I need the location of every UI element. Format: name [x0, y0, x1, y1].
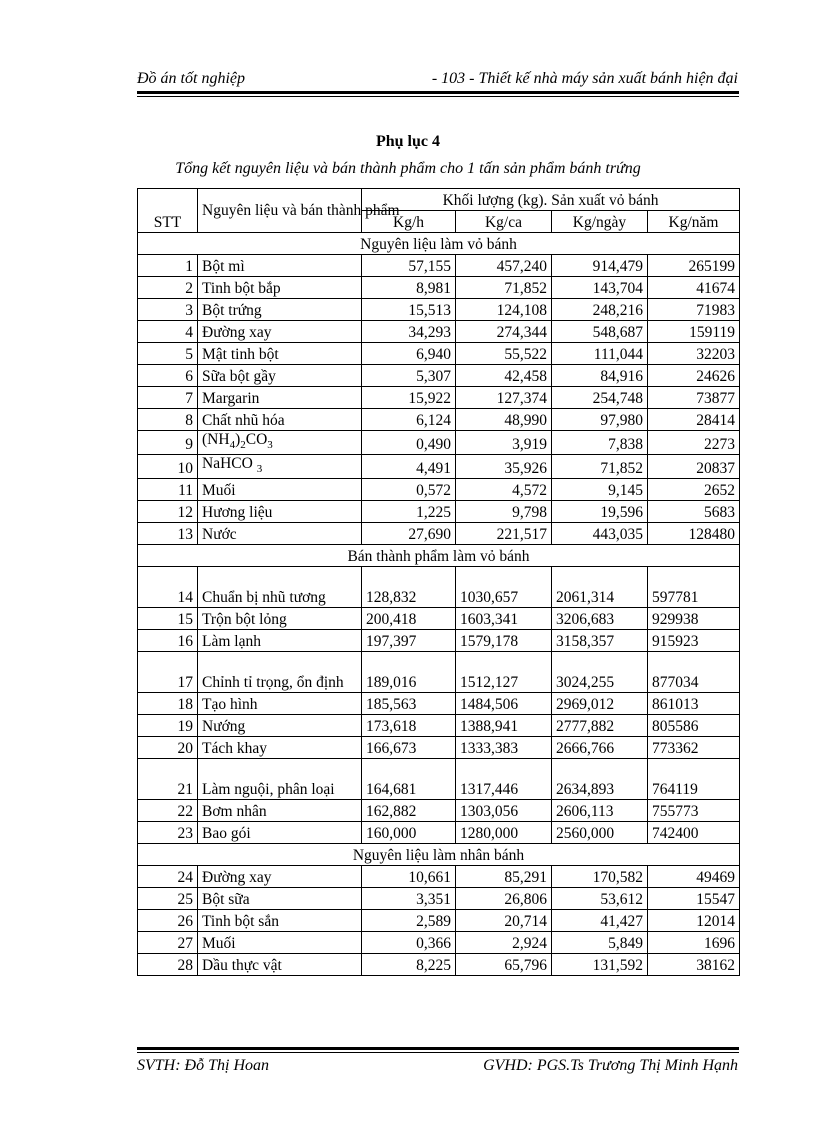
cell-kg-ca: 1280,000: [456, 822, 552, 844]
cell-stt: 24: [138, 866, 198, 888]
table-row: [138, 932, 740, 954]
cell-kg-h: 6,940: [362, 343, 456, 365]
header-row-1: [138, 189, 740, 211]
table-row: [138, 255, 740, 277]
cell-kg-nam: 15547: [648, 888, 740, 910]
cell-kg-ngay: 131,592: [552, 954, 648, 976]
cell-kg-h: 173,618: [362, 715, 456, 737]
cell-kg-nam: 915923: [648, 630, 740, 652]
cell-kg-nam: 755773: [648, 800, 740, 822]
cell-kg-ca: 1388,941: [456, 715, 552, 737]
cell-stt: 2: [138, 277, 198, 299]
cell-name: Tinh bột sắn: [198, 910, 362, 932]
cell-kg-ngay: 170,582: [552, 866, 648, 888]
table-row: [138, 277, 740, 299]
cell-stt: 13: [138, 523, 198, 545]
cell-kg-ngay: 2666,766: [552, 737, 648, 759]
cell-name: Trộn bột lỏng: [198, 608, 362, 630]
cell-kg-ngay: 914,479: [552, 255, 648, 277]
materials-table: [137, 188, 740, 976]
cell-kg-ngay: 254,748: [552, 387, 648, 409]
cell-kg-ca: 20,714: [456, 910, 552, 932]
header-kg-nam: Kg/năm: [648, 211, 740, 233]
cell-kg-nam: 20837: [648, 455, 740, 479]
cell-kg-h: 57,155: [362, 255, 456, 277]
cell-kg-h: 15,513: [362, 299, 456, 321]
cell-kg-h: 128,832: [362, 567, 456, 608]
header-kg-h: Kg/h: [362, 211, 456, 233]
cell-name: Tách khay: [198, 737, 362, 759]
table-row: [138, 523, 740, 545]
cell-kg-nam: 49469: [648, 866, 740, 888]
cell-name: Bột sữa: [198, 888, 362, 910]
table-row: [138, 387, 740, 409]
table-row: [138, 455, 740, 479]
cell-kg-ngay: 41,427: [552, 910, 648, 932]
cell-kg-ca: 127,374: [456, 387, 552, 409]
cell-kg-ca: 1579,178: [456, 630, 552, 652]
cell-kg-nam: 929938: [648, 608, 740, 630]
cell-stt: 22: [138, 800, 198, 822]
cell-name: $(NH_4)_2CO_3$: [198, 431, 362, 455]
cell-kg-nam: 73877: [648, 387, 740, 409]
section-semi-shell: [138, 545, 740, 567]
section-semi-shell-label: Bán thành phẩm làm vỏ bánh: [138, 545, 740, 567]
cell-stt: 12: [138, 501, 198, 523]
cell-name: Sữa bột gầy: [198, 365, 362, 387]
cell-name: Hương liệu: [198, 501, 362, 523]
cell-stt: 26: [138, 910, 198, 932]
cell-kg-ngay: 97,980: [552, 409, 648, 431]
table-row: [138, 866, 740, 888]
cell-kg-h: 8,225: [362, 954, 456, 976]
cell-kg-ca: 26,806: [456, 888, 552, 910]
cell-kg-nam: 5683: [648, 501, 740, 523]
cell-name: Mật tinh bột: [198, 343, 362, 365]
cell-kg-ca: 85,291: [456, 866, 552, 888]
table-row: [138, 737, 740, 759]
table-row: [138, 431, 740, 455]
cell-stt: 17: [138, 652, 198, 693]
section-raw-shell: [138, 233, 740, 255]
cell-stt: 19: [138, 715, 198, 737]
cell-kg-h: 6,124: [362, 409, 456, 431]
cell-kg-nam: 128480: [648, 523, 740, 545]
table-row: [138, 608, 740, 630]
cell-kg-h: 1,225: [362, 501, 456, 523]
cell-kg-nam: 265199: [648, 255, 740, 277]
section-raw-filling: [138, 844, 740, 866]
cell-kg-ca: 1484,506: [456, 693, 552, 715]
cell-kg-nam: 1696: [648, 932, 740, 954]
cell-kg-nam: 71983: [648, 299, 740, 321]
cell-kg-h: 160,000: [362, 822, 456, 844]
header-stt: STT: [138, 189, 198, 233]
cell-stt: 16: [138, 630, 198, 652]
cell-kg-h: 15,922: [362, 387, 456, 409]
section-raw-filling-label: Nguyên liệu làm nhân bánh: [138, 844, 740, 866]
cell-stt: 3: [138, 299, 198, 321]
cell-kg-ca: 4,572: [456, 479, 552, 501]
table-row: [138, 800, 740, 822]
cell-kg-ca: 35,926: [456, 455, 552, 479]
cell-name: Đường xay: [198, 321, 362, 343]
cell-kg-nam: 12014: [648, 910, 740, 932]
cell-kg-ca: 9,798: [456, 501, 552, 523]
cell-kg-ca: 65,796: [456, 954, 552, 976]
cell-kg-h: 0,572: [362, 479, 456, 501]
cell-kg-nam: 41674: [648, 277, 740, 299]
table-row: [138, 652, 740, 693]
cell-kg-h: 4,491: [362, 455, 456, 479]
cell-kg-ngay: 3206,683: [552, 608, 648, 630]
cell-kg-ngay: 2634,893: [552, 759, 648, 800]
cell-name: Đường xay: [198, 866, 362, 888]
cell-kg-h: 0,366: [362, 932, 456, 954]
cell-kg-ca: 1333,383: [456, 737, 552, 759]
cell-name: Dầu thực vật: [198, 954, 362, 976]
cell-kg-ngay: 7,838: [552, 431, 648, 455]
cell-name: Muối: [198, 479, 362, 501]
cell-kg-ngay: 2606,113: [552, 800, 648, 822]
cell-kg-h: 166,673: [362, 737, 456, 759]
cell-stt: 21: [138, 759, 198, 800]
table-row: [138, 715, 740, 737]
cell-kg-ca: 48,990: [456, 409, 552, 431]
cell-kg-ca: 71,852: [456, 277, 552, 299]
cell-kg-ngay: 248,216: [552, 299, 648, 321]
cell-kg-ngay: 2777,882: [552, 715, 648, 737]
cell-stt: 20: [138, 737, 198, 759]
cell-name: Chuẩn bị nhũ tương: [198, 567, 362, 608]
cell-kg-ca: 1317,446: [456, 759, 552, 800]
cell-kg-ngay: 143,704: [552, 277, 648, 299]
page-title: Phụ lục 4: [375, 133, 440, 150]
cell-kg-ca: 1030,657: [456, 567, 552, 608]
cell-stt: 14: [138, 567, 198, 608]
cell-stt: 8: [138, 409, 198, 431]
footer-rule-thick: [137, 1047, 739, 1050]
cell-kg-ca: 457,240: [456, 255, 552, 277]
cell-kg-ca: 221,517: [456, 523, 552, 545]
cell-kg-h: 27,690: [362, 523, 456, 545]
cell-kg-ca: 3,919: [456, 431, 552, 455]
cell-kg-h: 8,981: [362, 277, 456, 299]
cell-kg-ngay: 19,596: [552, 501, 648, 523]
cell-kg-ngay: 3024,255: [552, 652, 648, 693]
cell-kg-nam: 861013: [648, 693, 740, 715]
cell-kg-h: 189,016: [362, 652, 456, 693]
cell-kg-ngay: 443,035: [552, 523, 648, 545]
table-row: [138, 321, 740, 343]
cell-kg-ngay: 2061,314: [552, 567, 648, 608]
header-left: Đồ án tốt nghiệp: [137, 70, 245, 87]
cell-kg-ngay: 111,044: [552, 343, 648, 365]
cell-name: Nướng: [198, 715, 362, 737]
table-row: [138, 501, 740, 523]
table-row: [138, 479, 740, 501]
cell-name: Tinh bột bắp: [198, 277, 362, 299]
cell-kg-h: 10,661: [362, 866, 456, 888]
cell-name: Margarin: [198, 387, 362, 409]
cell-kg-ngay: 548,687: [552, 321, 648, 343]
cell-kg-h: 34,293: [362, 321, 456, 343]
table-row: [138, 954, 740, 976]
cell-stt: 18: [138, 693, 198, 715]
cell-stt: 9: [138, 431, 198, 455]
cell-name: Bao gói: [198, 822, 362, 844]
table-row: [138, 630, 740, 652]
header-kg-ngay: Kg/ngày: [552, 211, 648, 233]
cell-kg-nam: 877034: [648, 652, 740, 693]
cell-stt: 25: [138, 888, 198, 910]
cell-stt: 7: [138, 387, 198, 409]
cell-kg-nam: 805586: [648, 715, 740, 737]
cell-kg-ngay: 2560,000: [552, 822, 648, 844]
table-row: [138, 910, 740, 932]
cell-kg-nam: 764119: [648, 759, 740, 800]
cell-kg-nam: 32203: [648, 343, 740, 365]
cell-kg-ca: 124,108: [456, 299, 552, 321]
cell-kg-h: 185,563: [362, 693, 456, 715]
header-rule-thick: [137, 91, 739, 94]
cell-kg-nam: 24626: [648, 365, 740, 387]
cell-kg-ca: 42,458: [456, 365, 552, 387]
table-row: [138, 567, 740, 608]
cell-kg-ngay: 71,852: [552, 455, 648, 479]
cell-name: Bột trứng: [198, 299, 362, 321]
table-row: [138, 693, 740, 715]
table-row: [138, 365, 740, 387]
cell-kg-nam: 2273: [648, 431, 740, 455]
cell-kg-h: 0,490: [362, 431, 456, 455]
footer-rule-thin: [137, 1052, 739, 1053]
cell-stt: 10: [138, 455, 198, 479]
cell-kg-ngay: 2969,012: [552, 693, 648, 715]
cell-kg-h: 164,681: [362, 759, 456, 800]
cell-name: Chỉnh tỉ trọng, ổn định: [198, 652, 362, 693]
cell-kg-nam: 597781: [648, 567, 740, 608]
cell-name: Làm nguội, phân loại: [198, 759, 362, 800]
cell-stt: 4: [138, 321, 198, 343]
cell-name: Bột mì: [198, 255, 362, 277]
cell-kg-h: 5,307: [362, 365, 456, 387]
cell-name: Tạo hình: [198, 693, 362, 715]
cell-stt: 27: [138, 932, 198, 954]
table-row: [138, 822, 740, 844]
cell-kg-ca: 55,522: [456, 343, 552, 365]
page-subtitle: Tổng kết nguyên liệu và bán thành phẩm cho 1 tấn sản phẩm bánh trứng: [175, 160, 641, 177]
cell-stt: 1: [138, 255, 198, 277]
table-row: [138, 343, 740, 365]
cell-kg-nam: 2652: [648, 479, 740, 501]
cell-name: NaHCO $_3$: [198, 455, 362, 479]
header-kg-ca: Kg/ca: [456, 211, 552, 233]
header-right: - 103 - Thiết kế nhà máy sản xuất bánh hiện đại: [431, 70, 738, 87]
cell-kg-nam: 28414: [648, 409, 740, 431]
cell-kg-ca: 1303,056: [456, 800, 552, 822]
table-row: [138, 299, 740, 321]
cell-kg-ca: 2,924: [456, 932, 552, 954]
cell-kg-ngay: 3158,357: [552, 630, 648, 652]
table-row: [138, 888, 740, 910]
cell-kg-h: 200,418: [362, 608, 456, 630]
cell-kg-ngay: 5,849: [552, 932, 648, 954]
cell-kg-ca: 1603,341: [456, 608, 552, 630]
table-row: [138, 759, 740, 800]
cell-stt: 15: [138, 608, 198, 630]
cell-kg-nam: 773362: [648, 737, 740, 759]
cell-kg-ngay: 9,145: [552, 479, 648, 501]
cell-kg-ngay: 53,612: [552, 888, 648, 910]
cell-kg-h: 162,882: [362, 800, 456, 822]
cell-kg-ngay: 84,916: [552, 365, 648, 387]
cell-name: Chất nhũ hóa: [198, 409, 362, 431]
cell-name: Nước: [198, 523, 362, 545]
cell-kg-h: 3,351: [362, 888, 456, 910]
cell-stt: 6: [138, 365, 198, 387]
cell-name: Bơm nhân: [198, 800, 362, 822]
cell-kg-h: 197,397: [362, 630, 456, 652]
header-name: Nguyên liệu và bán thành phẩm: [198, 189, 362, 233]
cell-stt: 11: [138, 479, 198, 501]
table-row: [138, 409, 740, 431]
footer-left: SVTH: Đỗ Thị Hoan: [137, 1057, 270, 1074]
cell-kg-nam: 742400: [648, 822, 740, 844]
cell-name: Muối: [198, 932, 362, 954]
cell-stt: 23: [138, 822, 198, 844]
cell-stt: 28: [138, 954, 198, 976]
cell-kg-h: 2,589: [362, 910, 456, 932]
cell-kg-nam: 159119: [648, 321, 740, 343]
header-rule-thin: [137, 96, 739, 97]
footer-right: GVHD: PGS.Ts Trương Thị Minh Hạnh: [483, 1057, 738, 1074]
header-group: Khối lượng (kg). Sản xuất vỏ bánh: [362, 189, 740, 211]
cell-kg-ca: 274,344: [456, 321, 552, 343]
section-raw-shell-label: Nguyên liệu làm vỏ bánh: [138, 233, 740, 255]
cell-kg-ca: 1512,127: [456, 652, 552, 693]
cell-kg-nam: 38162: [648, 954, 740, 976]
cell-stt: 5: [138, 343, 198, 365]
cell-name: Làm lạnh: [198, 630, 362, 652]
